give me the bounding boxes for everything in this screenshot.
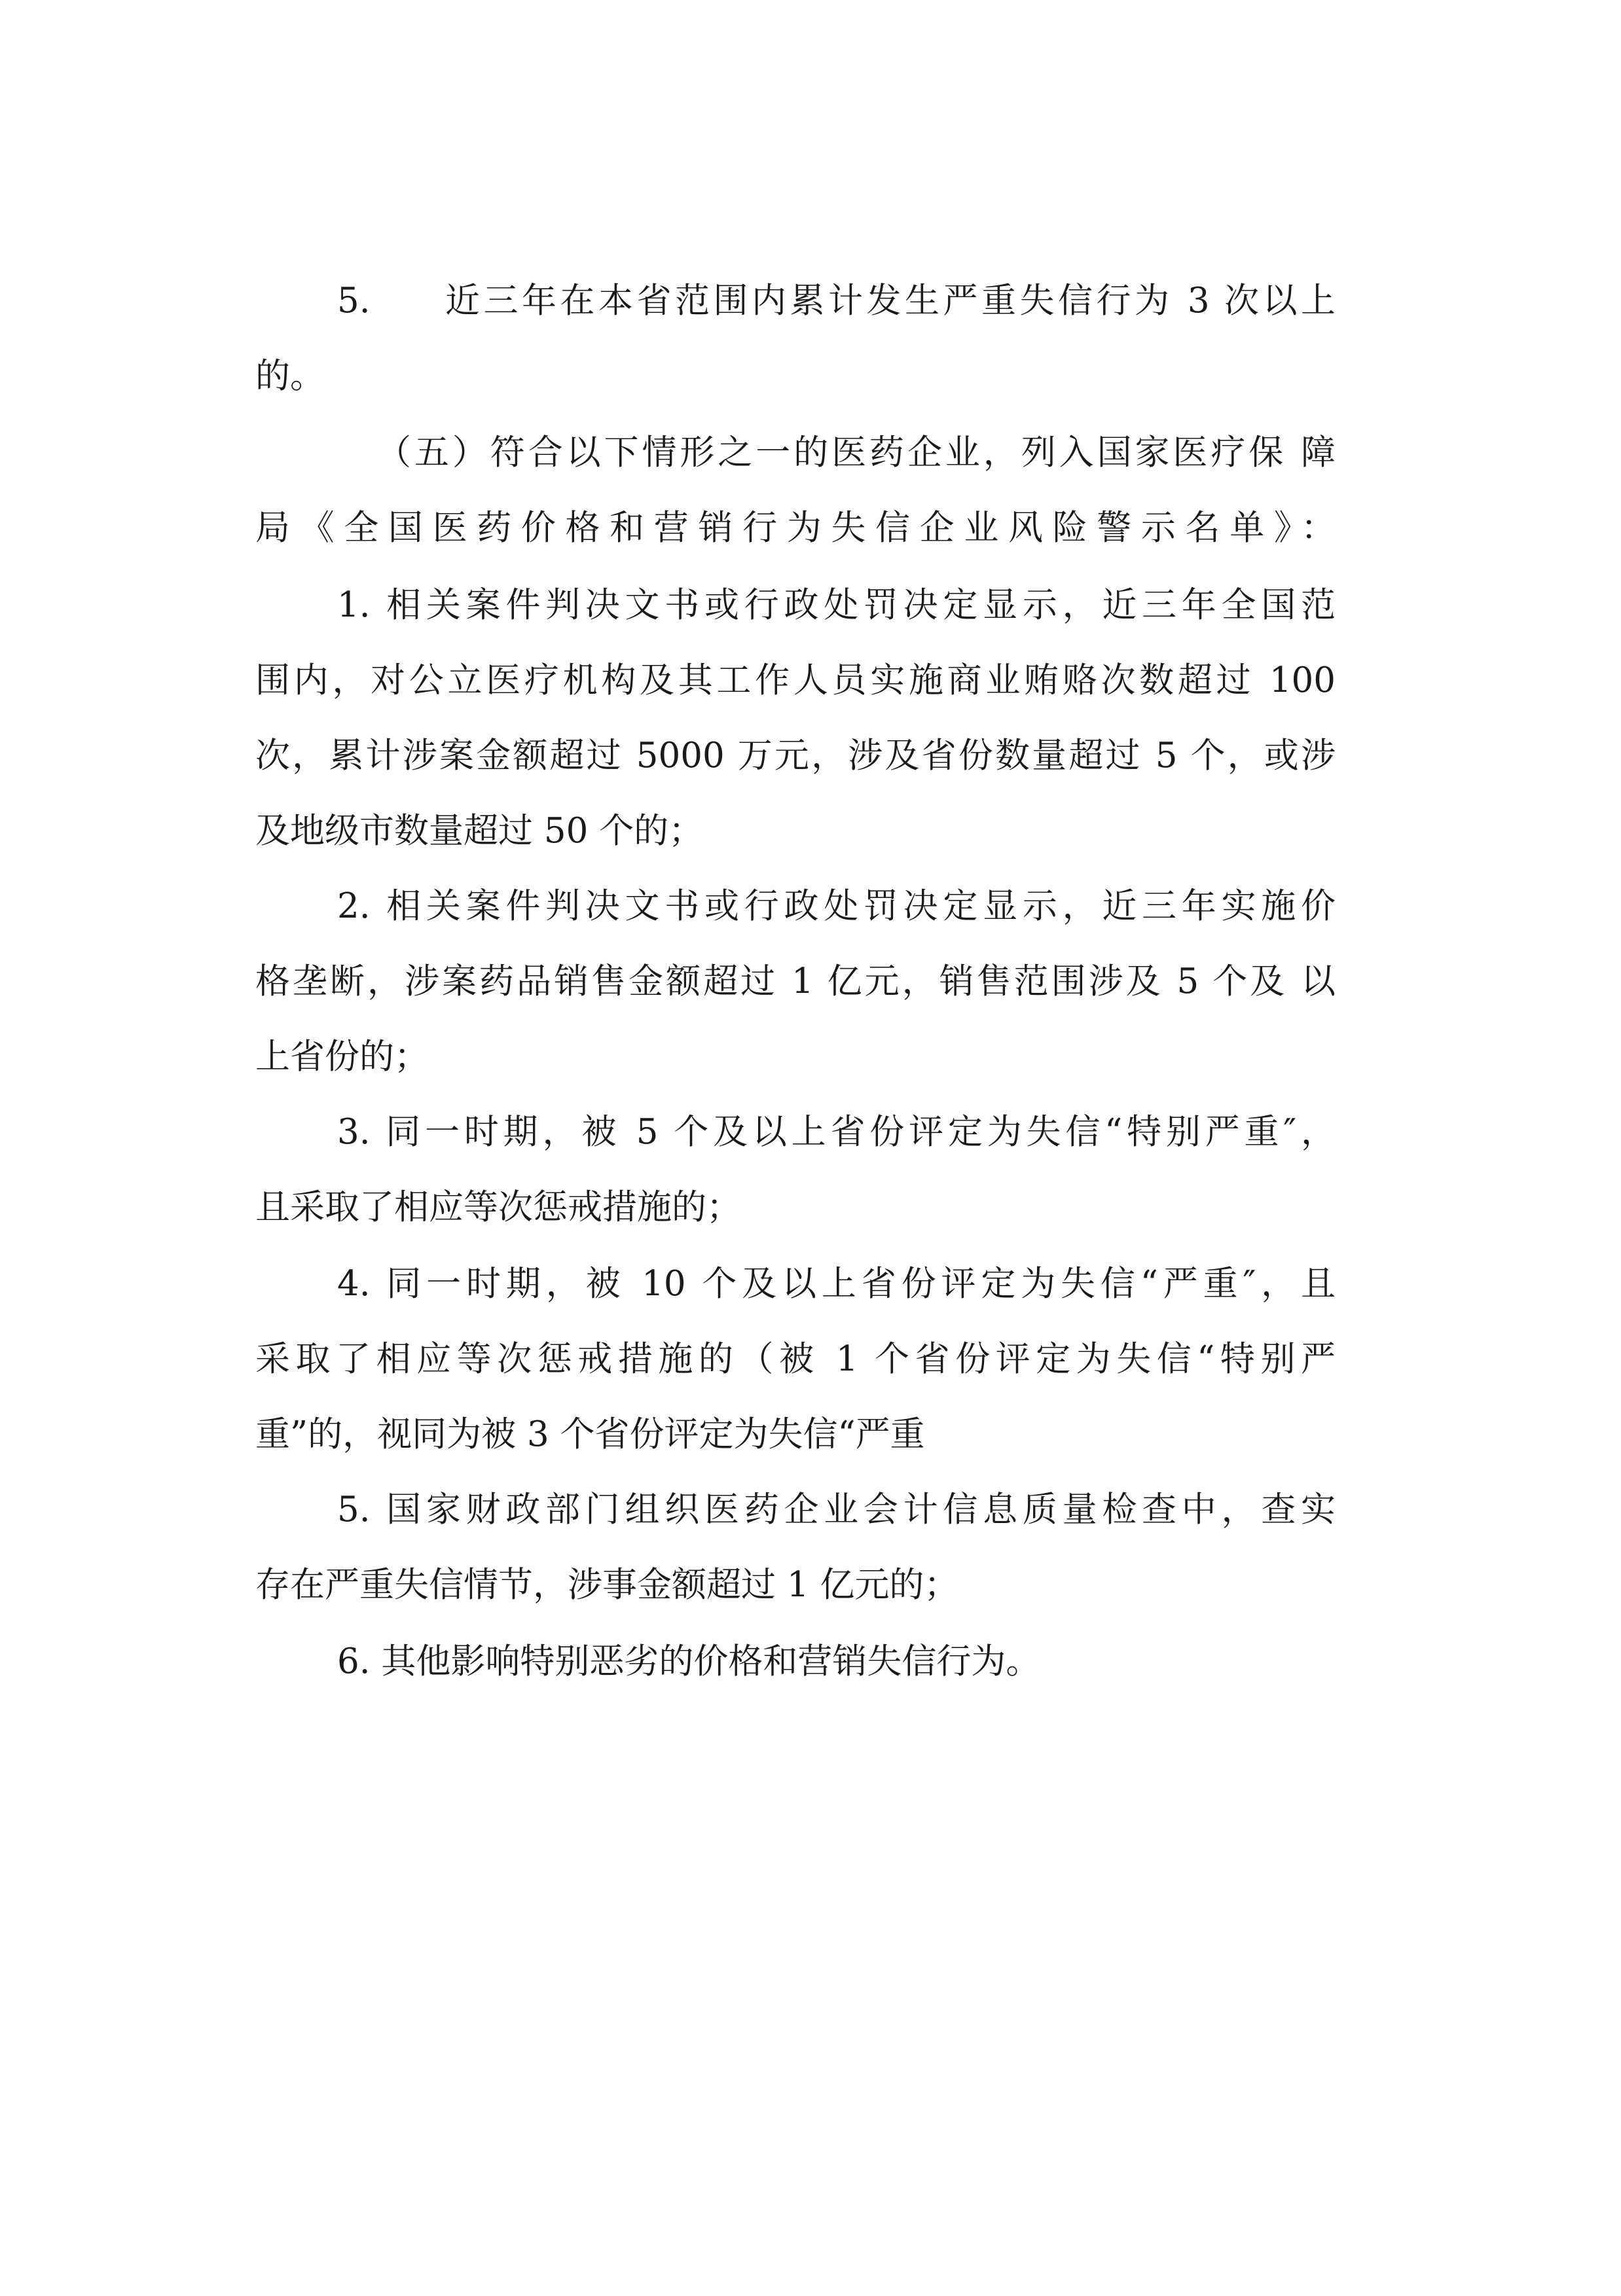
- p2-line2: 格垄断，涉案药品销售金额超过 1 亿元，销售范围涉及 5 个及 以: [255, 961, 1336, 1001]
- p2-line3: 上省份的；: [255, 1037, 429, 1077]
- item5-line1: 近三年在本省范围内累计发生严重失信行为 3 次以上: [445, 281, 1336, 321]
- p4-line3: 重”的，视同为被 3 个省份评定为失信“严重: [255, 1414, 925, 1454]
- p1-line1: 1. 相关案件判决文书或行政处罚决定显示，近三年全国范: [337, 585, 1336, 625]
- p3-line1: 3. 同一时期，被 5 个及以上省份评定为失信“特别严重″，: [337, 1112, 1336, 1152]
- p4-line1: 4. 同一时期，被 10 个及以上省份评定为失信“严重″，且: [337, 1264, 1336, 1304]
- p1-line3: 次，累计涉案金额超过 5000 万元，涉及省份数量超过 5 个，或涉: [255, 736, 1336, 776]
- p2-line1: 2. 相关案件判决文书或行政处罚决定显示，近三年实施价: [337, 886, 1336, 926]
- p6-line1: 6. 其他影响特别恶劣的价格和营销失信行为。: [337, 1641, 1041, 1681]
- section5-line1: （五）符合以下情形之一的医药企业，列入国家医疗保 障: [376, 433, 1336, 473]
- item5-line2: 的。: [255, 356, 325, 396]
- p5-line2: 存在严重失信情节，涉事金额超过 1 亿元的；: [255, 1565, 959, 1605]
- section5-line2: 局《全国医药价格和营销行为失信企业风险警示名单》：: [255, 508, 1336, 548]
- p3-line2: 且采取了相应等次惩戒措施的；: [255, 1187, 741, 1227]
- item5-number: 5.: [337, 281, 371, 321]
- p1-line4: 及地级市数量超过 50 个的；: [255, 811, 704, 851]
- p1-line2: 围内，对公立医疗机构及其工作人员实施商业贿赂次数超过 100: [255, 660, 1336, 700]
- p5-line1: 5. 国家财政部门组织医药企业会计信息质量检查中，查实: [337, 1490, 1336, 1530]
- p4-line2: 采取了相应等次惩戒措施的（被 1 个省份评定为失信“特别严: [255, 1339, 1336, 1379]
